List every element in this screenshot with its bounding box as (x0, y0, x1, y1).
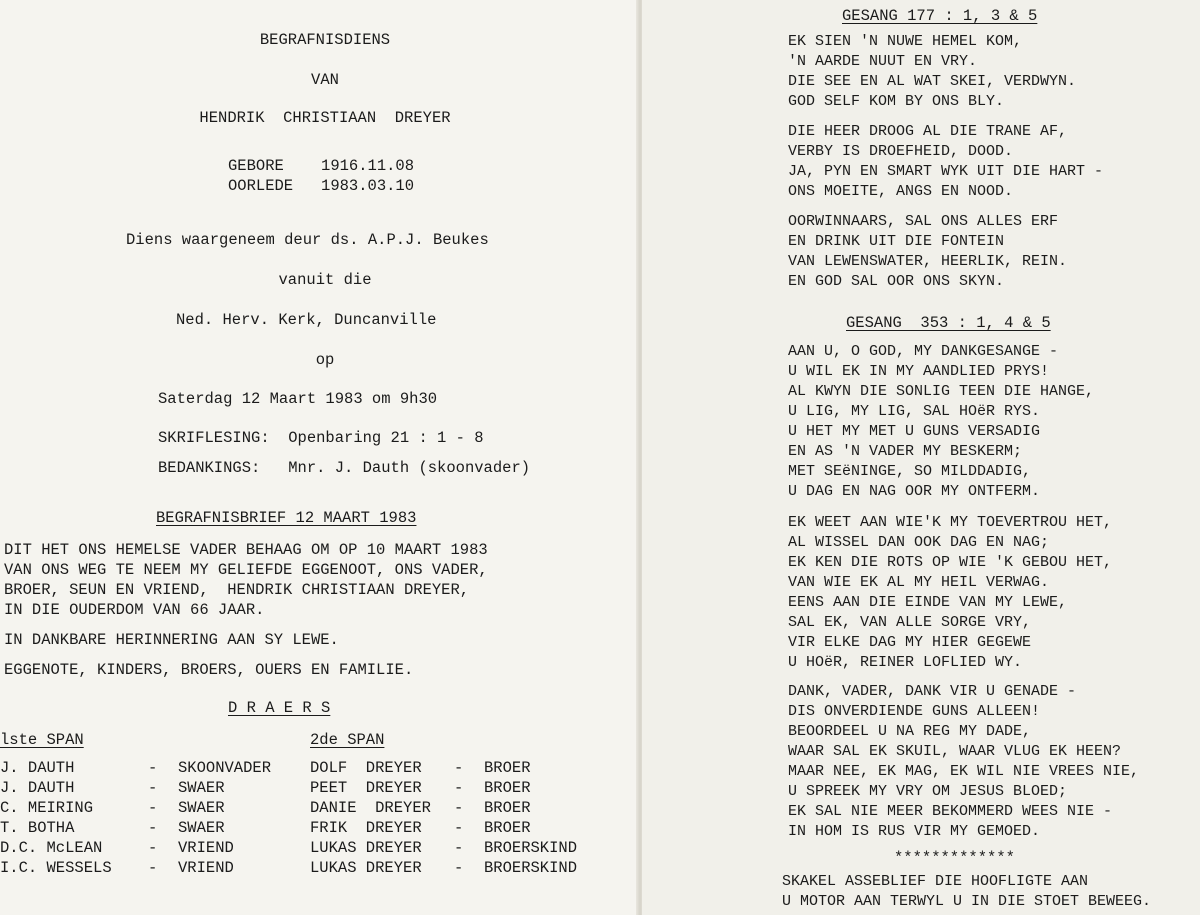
letter-line-3: BROER, SEUN EN VRIEND, HENDRIK CHRISTIAAN DREYER, (4, 581, 470, 599)
bearer-role: VRIEND (178, 839, 234, 857)
right-page (642, 0, 1200, 915)
procession-notice: SKAKEL ASSEBLIEF DIE HOOFLIGTE AAN U MOTOR AAN TERWYL U IN DIE STOET BEWEEG. (782, 873, 1152, 910)
dash: - (454, 779, 464, 797)
bearer-name: C. MEIRING (0, 799, 94, 817)
hymn1-heading: GESANG 177 : 1, 3 & 5 (842, 7, 1038, 25)
bearer-role: SKOONVADER (178, 759, 272, 777)
bearer-name: D.C. McLEAN (0, 839, 103, 857)
dash: - (454, 839, 464, 857)
date-line: Saterdag 12 Maart 1983 om 9h30 (158, 390, 438, 408)
service-title: BEGRAFNISDIENS (259, 31, 391, 49)
bearer-role: BROERSKIND (484, 859, 578, 877)
bearer-name: DANIE DREYER (310, 799, 431, 817)
bearer-role: BROERSKIND (484, 839, 578, 857)
span2-heading: 2de SPAN (310, 731, 385, 749)
bearer-name: LUKAS DREYER (310, 839, 422, 857)
bearer-name: LUKAS DREYER (310, 859, 422, 877)
dash: - (148, 819, 158, 837)
bearer-role: SWAER (178, 819, 225, 837)
bearers-heading: D R A E R S (228, 699, 331, 717)
bearer-name: FRIK DREYER (310, 819, 422, 837)
van-line: VAN (311, 71, 339, 89)
dash: - (454, 859, 464, 877)
bearer-name: PEET DREYER (310, 779, 422, 797)
hymn1-verse-3: OORWINNAARS, SAL ONS ALLES ERF EN DRINK UIT DIE FONTEIN VAN LEWENSWATER, HEERLIK, REIN. EN GOD SAL OOR ONS SKYN. (788, 213, 1068, 290)
died-line: OORLEDE 1983.03.10 (228, 177, 415, 195)
bearer-name: J. DAUTH (0, 759, 75, 777)
bearer-role: BROER (484, 779, 531, 797)
church-line: Ned. Herv. Kerk, Duncanville (176, 311, 437, 329)
bearer-role: BROER (484, 759, 531, 777)
hymn2-verse-2: EK WEET AAN WIE'K MY TOEVERTROU HET, AL WISSEL DAN OOK DAG EN NAG; EK KEN DIE ROTS OP WIE 'K GEBOU HET, VAN WIE EK AL MY HEIL VERWAG. EENS AAN DIE EINDE VAN MY LEWE, SAL EK, VAN ALLE SORGE VRY, VIR ELKE DAG MY HIER GEGEWE U HOëR, REINER LOFLIED WY. (788, 514, 1113, 671)
service-by: Diens waargeneem deur ds. A.P.J. Beukes (126, 231, 489, 249)
bearer-name: T. BOTHA (0, 819, 75, 837)
hymn1-verse-1: EK SIEN 'N NUWE HEMEL KOM, 'N AARDE NUUT EN VRY. DIE SEE EN AL WAT SKEI, VERDWYN. GOD SELF KOM BY ONS BLY. (788, 33, 1077, 110)
from-line: vanuit die (278, 271, 372, 289)
bearer-role: BROER (484, 799, 531, 817)
dash: - (148, 839, 158, 857)
bearer-role: SWAER (178, 779, 225, 797)
dash: - (454, 819, 464, 837)
bearer-role: SWAER (178, 799, 225, 817)
scripture-line: SKRIFLESING: Openbaring 21 : 1 - 8 (158, 429, 484, 447)
hymn2-verse-3: DANK, VADER, DANK VIR U GENADE - DIS ONVERDIENDE GUNS ALLEEN! BEOORDEEL U NA REG MY DADE, WAAR SAL EK SKUIL, WAAR VLUG EK HEEN? MAAR NEE, EK MAG, EK WIL NIE VREES NIE, U SPREEK MY VRY OM JESUS BLOED; EK SAL NIE MEER BEKOMMERD WEES NIE - IN HOM IS RUS VIR MY GEMOED. (788, 683, 1140, 840)
deceased-name: HENDRIK CHRISTIAAN DREYER (199, 109, 451, 127)
bearer-role: VRIEND (178, 859, 234, 877)
hymn2-verse-1: AAN U, O GOD, MY DANKGESANGE - U WIL EK IN MY AANDLIED PRYS! AL KWYN DIE SONLIG TEEN DIE HANGE, U LIG, MY LIG, SAL HOëR RYS. U HET MY MET U GUNS VERSADIG EN AS 'N VADER MY BESKERM; MET SEëNINGE, SO MILDDADIG, U DAG EN NAG OOR MY ONTFERM. (788, 343, 1095, 500)
dash: - (148, 779, 158, 797)
letter-line-1: DIT HET ONS HEMELSE VADER BEHAAG OM OP 10 MAART 1983 (4, 541, 488, 559)
separator-stars: ************* (894, 849, 1015, 867)
dash: - (454, 759, 464, 777)
bearer-name: DOLF DREYER (310, 759, 422, 777)
hymn1-verse-2: DIE HEER DROOG AL DIE TRANE AF, VERBY IS DROEFHEID, DOOD. JA, PYN EN SMART WYK UIT DIE HART - ONS MOEITE, ANGS EN NOOD. (788, 123, 1104, 200)
dash: - (148, 759, 158, 777)
bearer-name: J. DAUTH (0, 779, 75, 797)
letter-line-2: VAN ONS WEG TE NEEM MY GELIEFDE EGGENOOT, ONS VADER, (4, 561, 488, 579)
dash: - (454, 799, 464, 817)
bearer-name: I.C. WESSELS (0, 859, 112, 877)
hymn2-heading: GESANG 353 : 1, 4 & 5 (846, 314, 1051, 332)
dash: - (148, 799, 158, 817)
span1-heading: lste SPAN (0, 731, 84, 749)
letter-line-4: IN DIE OUDERDOM VAN 66 JAAR. (4, 601, 265, 619)
born-line: GEBORE 1916.11.08 (228, 157, 415, 175)
letter-heading: BEGRAFNISBRIEF 12 MAART 1983 (156, 509, 417, 527)
bearer-role: BROER (484, 819, 531, 837)
memory-line: IN DANKBARE HERINNERING AAN SY LEWE. (4, 631, 339, 649)
dash: - (148, 859, 158, 877)
thanks-line: BEDANKINGS: Mnr. J. Dauth (skoonvader) (158, 459, 531, 477)
family-line: EGGENOTE, KINDERS, BROERS, OUERS EN FAMILIE. (4, 661, 414, 679)
op-line: op (315, 351, 335, 369)
